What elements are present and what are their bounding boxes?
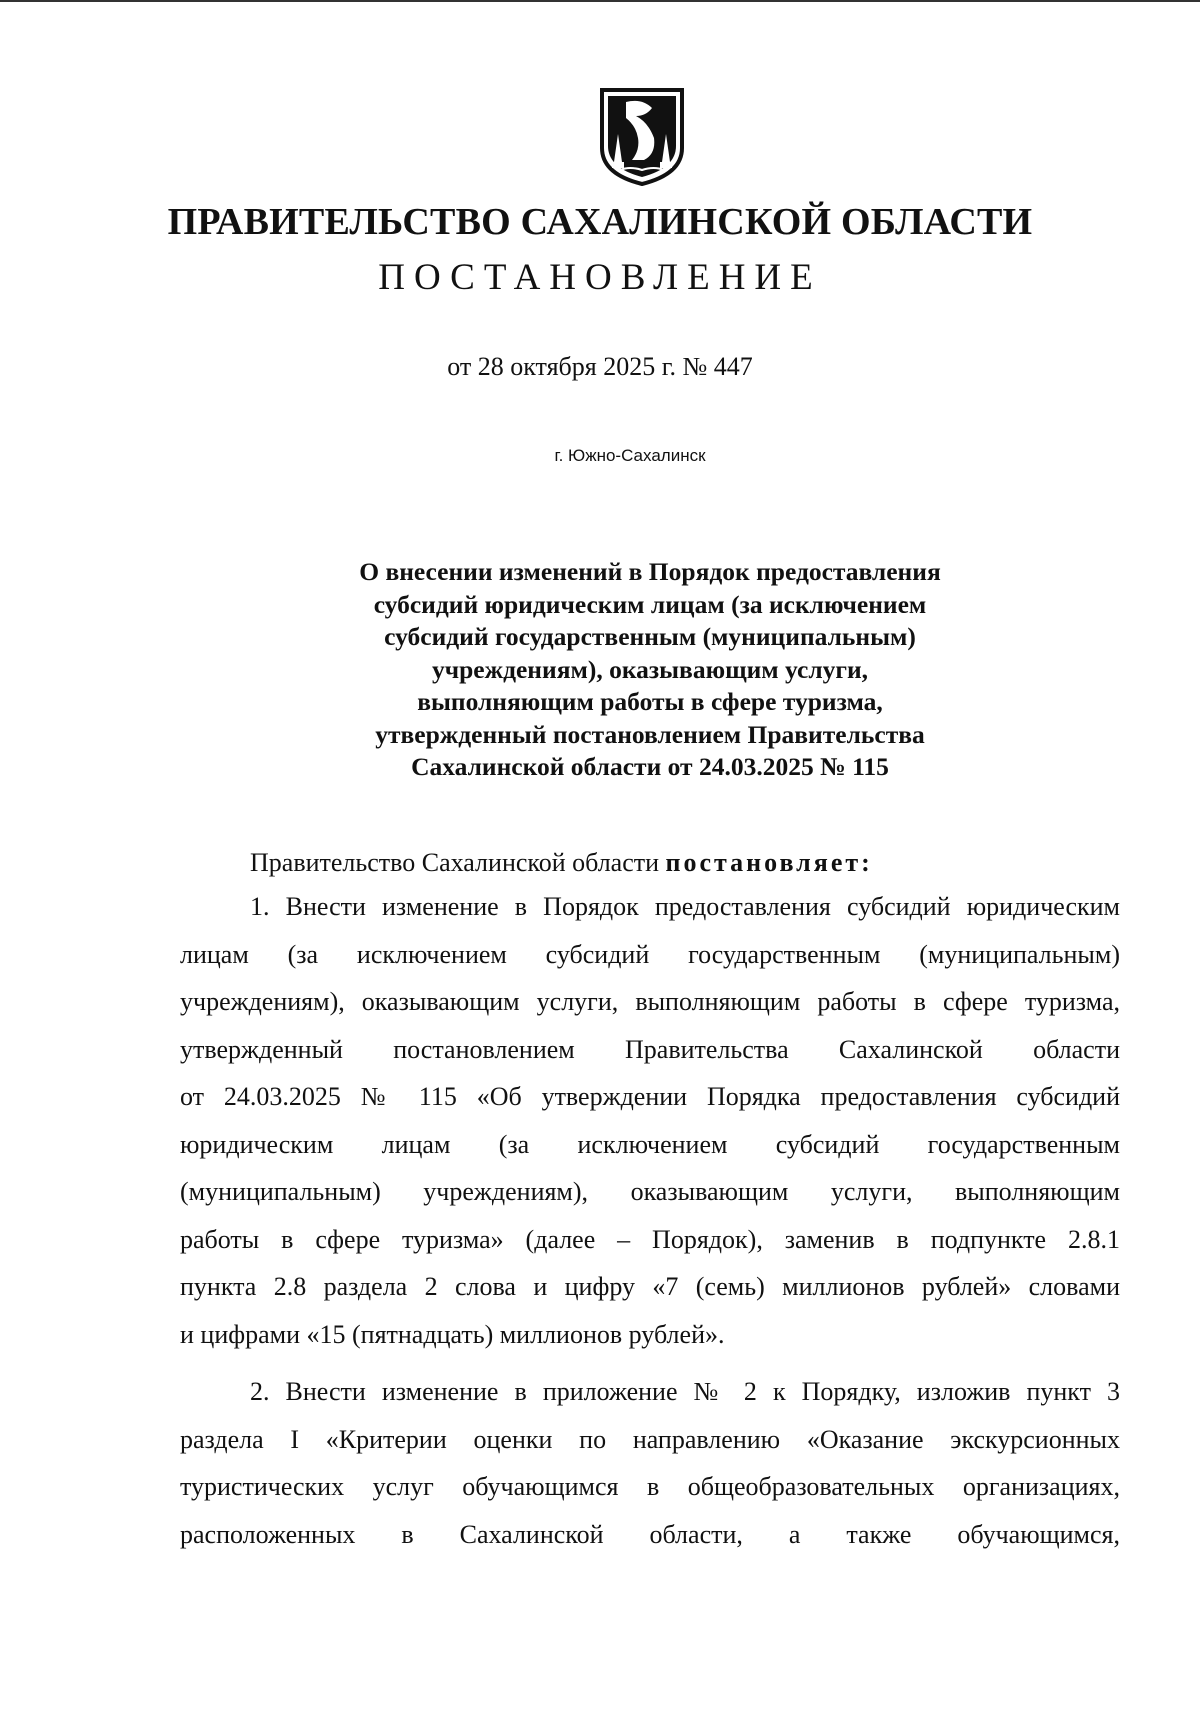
paragraph-line: расположенных в Сахалинской области, а также обучающимся, — [180, 1519, 1120, 1549]
paragraph-line: раздела I «Критерии оценки по направлению «Оказание экскурсионных — [180, 1424, 1120, 1454]
preamble — [180, 848, 1120, 894]
document-date-number: от 28 октября 2025 г. № 447 — [447, 352, 753, 381]
paragraph-line: юридическим лицам (за исключением субсидий государственным — [180, 1129, 1120, 1159]
title-line: Сахалинской области от 24.03.2025 № 115 — [411, 752, 889, 781]
scan-edge — [0, 0, 1200, 2]
title-line: учреждениям), оказывающим услуги, — [431, 654, 869, 684]
title-line: выполняющим работы в сфере туризма, — [417, 687, 883, 716]
document-city: г. Южно-Сахалинск — [554, 446, 706, 465]
paragraph-line: лицам (за исключением субсидий государственным (муниципальным) — [180, 939, 1120, 969]
document-title — [300, 556, 1000, 784]
paragraph-line: от 24.03.2025 № 115 «Об утверждении Порядка предоставления субсидий — [180, 1082, 1120, 1111]
paragraph-line: утвержденный постановлением Правительства Сахалинской области — [180, 1034, 1120, 1064]
paragraph-line: 1. Внести изменение в Порядок предоставления субсидий юридическим — [250, 892, 1120, 921]
paragraph-line: учреждениям), оказывающим услуги, выполняющим работы в сфере туризма, — [180, 987, 1120, 1016]
document-type: ПОСТАНОВЛЕНИЕ — [378, 257, 822, 298]
document-body — [180, 848, 1120, 1569]
paragraph-1 — [180, 894, 1120, 1369]
sakhalin-coat-of-arms-icon — [596, 86, 688, 186]
paragraph-2 — [180, 1379, 1120, 1569]
title-line: субсидий государственным (муниципальным) — [384, 622, 916, 651]
title-line: утвержденный постановлением Правительства — [375, 719, 925, 749]
preamble-text: Правительство Сахалинской области — [250, 848, 666, 877]
title-line: субсидий юридическим лицам (за исключением — [373, 589, 927, 619]
paragraph-line: 2. Внести изменение в приложение № 2 к Порядку, изложив пункт 3 — [250, 1377, 1120, 1406]
paragraph-line: и цифрами «15 (пятнадцать) миллионов рублей». — [180, 1319, 725, 1349]
preamble-emphasis: постановляет: — [665, 848, 873, 877]
paragraph-line: туристических услуг обучающимся в общеобразовательных организациях, — [180, 1472, 1120, 1501]
paragraph-line: пункта 2.8 раздела 2 слова и цифру «7 (семь) миллионов рублей» словами — [180, 1272, 1120, 1301]
paragraph-line: работы в сфере туризма» (далее – Порядок), заменив в подпункте 2.8.1 — [180, 1224, 1120, 1254]
title-line: О внесении изменений в Порядок предоставления — [359, 557, 941, 586]
paragraph-line: (муниципальным) учреждениям), оказывающим услуги, выполняющим — [180, 1177, 1120, 1206]
organization-name: ПРАВИТЕЛЬСТВО САХАЛИНСКОЙ ОБЛАСТИ — [167, 201, 1033, 243]
